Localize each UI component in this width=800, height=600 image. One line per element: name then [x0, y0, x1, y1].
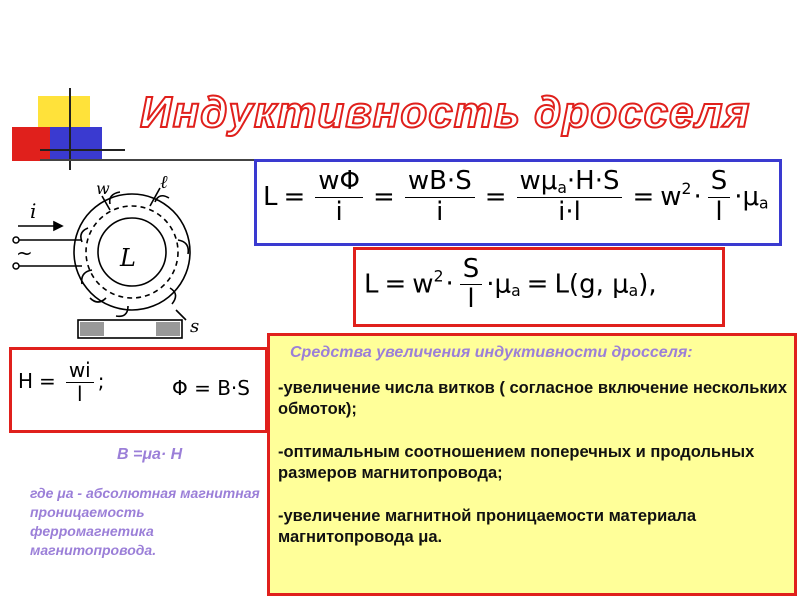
formula-fraction: $\frac{w\mu_a\cdot H\cdot S}{i\cdot l}$	[517, 168, 623, 227]
formula-symbol: L	[263, 181, 278, 212]
formula-fraction: $\frac{S}{l}$	[708, 168, 731, 226]
formula-operator: =	[632, 181, 655, 212]
field-flux-formula-box	[9, 347, 268, 433]
field-strength-formula: H = $\frac{wi}{l}$ ;	[18, 358, 105, 406]
inductance-formula-box	[254, 159, 782, 246]
induction-formula: B =μa· H	[117, 446, 183, 463]
inductance-function-box	[353, 247, 725, 327]
formula-operator: =	[373, 181, 395, 212]
formula-fraction: $\frac{S}{l}$	[460, 256, 483, 314]
current-label: i	[30, 199, 37, 223]
inductance-label: L	[120, 244, 136, 272]
inductance-formula: L = $\frac{w\Phi}{i}$ = $\frac{wB\cdot S}{i}$ = $\frac{w\mu_a\cdot H\cdot S}{i\cdot l}$ = $w^2\cdot$ $\frac{S}{l}$ $\cdot\mu_a$	[263, 166, 769, 228]
ac-source-label: ~	[16, 241, 33, 265]
section-label: s	[190, 316, 200, 337]
means-heading: Средства увеличения индуктивности дросселя:	[290, 344, 693, 361]
inductance-function-formula: $L = w^2\cdot$ $\frac{S}{l}$ $\cdot\mu_a = L(g$, $\mu_a$),	[364, 254, 657, 315]
page-title: Индуктивность дросселя	[140, 88, 751, 137]
formula-fraction: $\frac{wi}{l}$	[66, 360, 94, 405]
means-item: -оптимальным соотношением поперечных и продольных размеров магнитопровода;	[278, 443, 755, 482]
formula-operator: =	[283, 181, 306, 212]
means-item: -увеличение числа витков ( согласное включение нескольких обмоток);	[278, 379, 788, 418]
formula-fraction: $\frac{wB\cdot S}{i}$	[405, 168, 475, 226]
mu-note: где μa - абсолютная магнитная проницаемость ферромагнетика магнитопровода.	[30, 485, 260, 558]
means-panel	[267, 333, 797, 596]
toroid-diagram	[10, 170, 215, 345]
formula-fraction: $\frac{w\Phi}{i}$	[315, 168, 363, 226]
means-item: -увеличение магнитной проницаемости материала магнитопровода μа.	[278, 507, 697, 546]
flux-formula: Φ = B·S	[172, 376, 250, 400]
formula-operator: =	[484, 181, 507, 212]
decorative-logo	[0, 0, 130, 170]
length-label: ℓ	[160, 172, 168, 193]
turns-label: w	[96, 179, 110, 198]
